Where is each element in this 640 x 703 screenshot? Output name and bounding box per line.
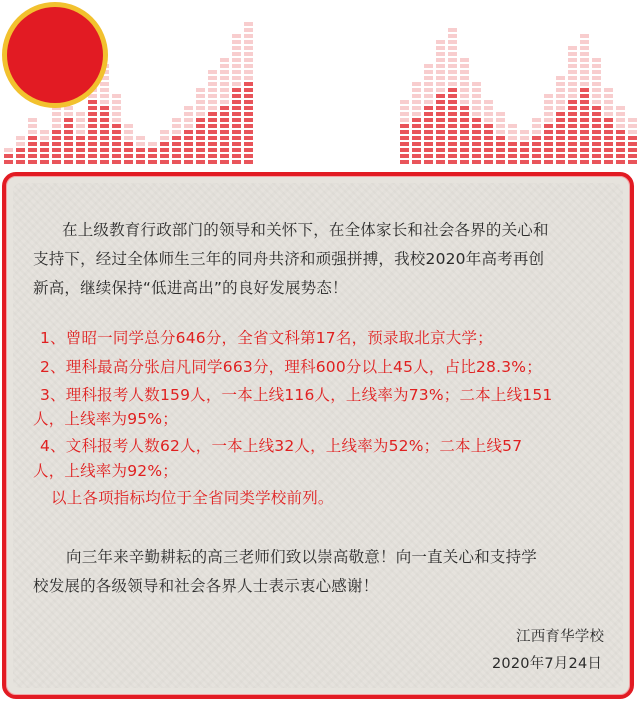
decorative-bar — [16, 136, 25, 164]
decorative-bar — [28, 118, 37, 164]
result-item-3: 3、理科报考人数159人，一本上线116人，上线率为73%；二本上线151 — [40, 386, 553, 404]
decorative-bar — [160, 130, 169, 164]
decorative-bar — [628, 118, 637, 164]
decorative-bar — [472, 82, 481, 164]
result-item-4: 4、文科报考人数62人，一本上线32人，上线率为52%；二本上线57 — [40, 437, 523, 455]
intro-line-3: 新高，继续保持“低进高出”的良好发展势态！ — [33, 279, 348, 297]
decorative-bar — [508, 124, 517, 164]
intro-line-2: 支持下，经过全体师生三年的同舟共济和顽强拼搏，我校2020年高考再创 — [33, 250, 545, 268]
decorative-bar — [484, 100, 493, 164]
decorative-bar — [52, 106, 61, 164]
title-seal-circle — [0, 0, 110, 110]
decorative-bar — [448, 28, 457, 164]
decorative-bar — [592, 58, 601, 164]
decorative-bar — [76, 112, 85, 164]
decorative-bar — [556, 76, 565, 164]
decorative-bar — [112, 94, 121, 164]
decorative-bar — [172, 118, 181, 164]
decorative-bar — [544, 94, 553, 164]
decorative-bar — [220, 58, 229, 164]
decorative-bar — [568, 46, 577, 164]
decorative-bar — [520, 130, 529, 164]
result-item-4-cont: 人，上线率为92%； — [33, 462, 178, 480]
decorative-bar — [232, 34, 241, 164]
decorative-bar — [460, 58, 469, 164]
decorative-bar — [40, 130, 49, 164]
decorative-bar — [496, 112, 505, 164]
decorative-bar — [580, 34, 589, 164]
decorative-bar — [400, 100, 409, 164]
result-item-1: 1、曾昭一同学总分646分，全省文科第17名，预录取北京大学； — [40, 329, 493, 347]
decorative-bar — [208, 70, 217, 164]
decorative-bar — [4, 148, 13, 164]
thanks-line-1: 向三年来辛勤耕耘的高三老师们致以崇高敬意！向一直关心和支持学 — [66, 548, 538, 566]
signature-school: 江西育华学校 — [516, 629, 605, 645]
decorative-bar — [124, 124, 133, 164]
decorative-bar — [148, 142, 157, 164]
decorative-bar — [604, 88, 613, 164]
result-item-2: 2、理科最高分张启凡同学663分，理科600分以上45人，占比28.3%； — [40, 358, 542, 376]
header-banner — [0, 0, 640, 170]
decorative-bar — [412, 82, 421, 164]
decorative-bar — [424, 64, 433, 164]
result-summary: 以上各项指标均位于全省同类学校前列。 — [51, 489, 334, 507]
decorative-bar — [616, 106, 625, 164]
result-item-3-cont: 人，上线率为95%； — [33, 410, 178, 428]
decorative-bar — [196, 88, 205, 164]
decorative-bar — [532, 118, 541, 164]
decorative-bar — [244, 22, 253, 164]
decorative-bar — [436, 40, 445, 164]
intro-line-1: 在上级教育行政部门的领导和关怀下，在全体家长和社会各界的关心和 — [62, 221, 549, 239]
decorative-bar — [136, 136, 145, 164]
decorative-bar — [184, 106, 193, 164]
signature-date: 2020年7月24日 — [492, 656, 603, 672]
thanks-line-2: 校发展的各级领导和社会各界人士表示衷心感谢！ — [33, 577, 379, 595]
page-title: 喜 报 — [275, 67, 365, 102]
